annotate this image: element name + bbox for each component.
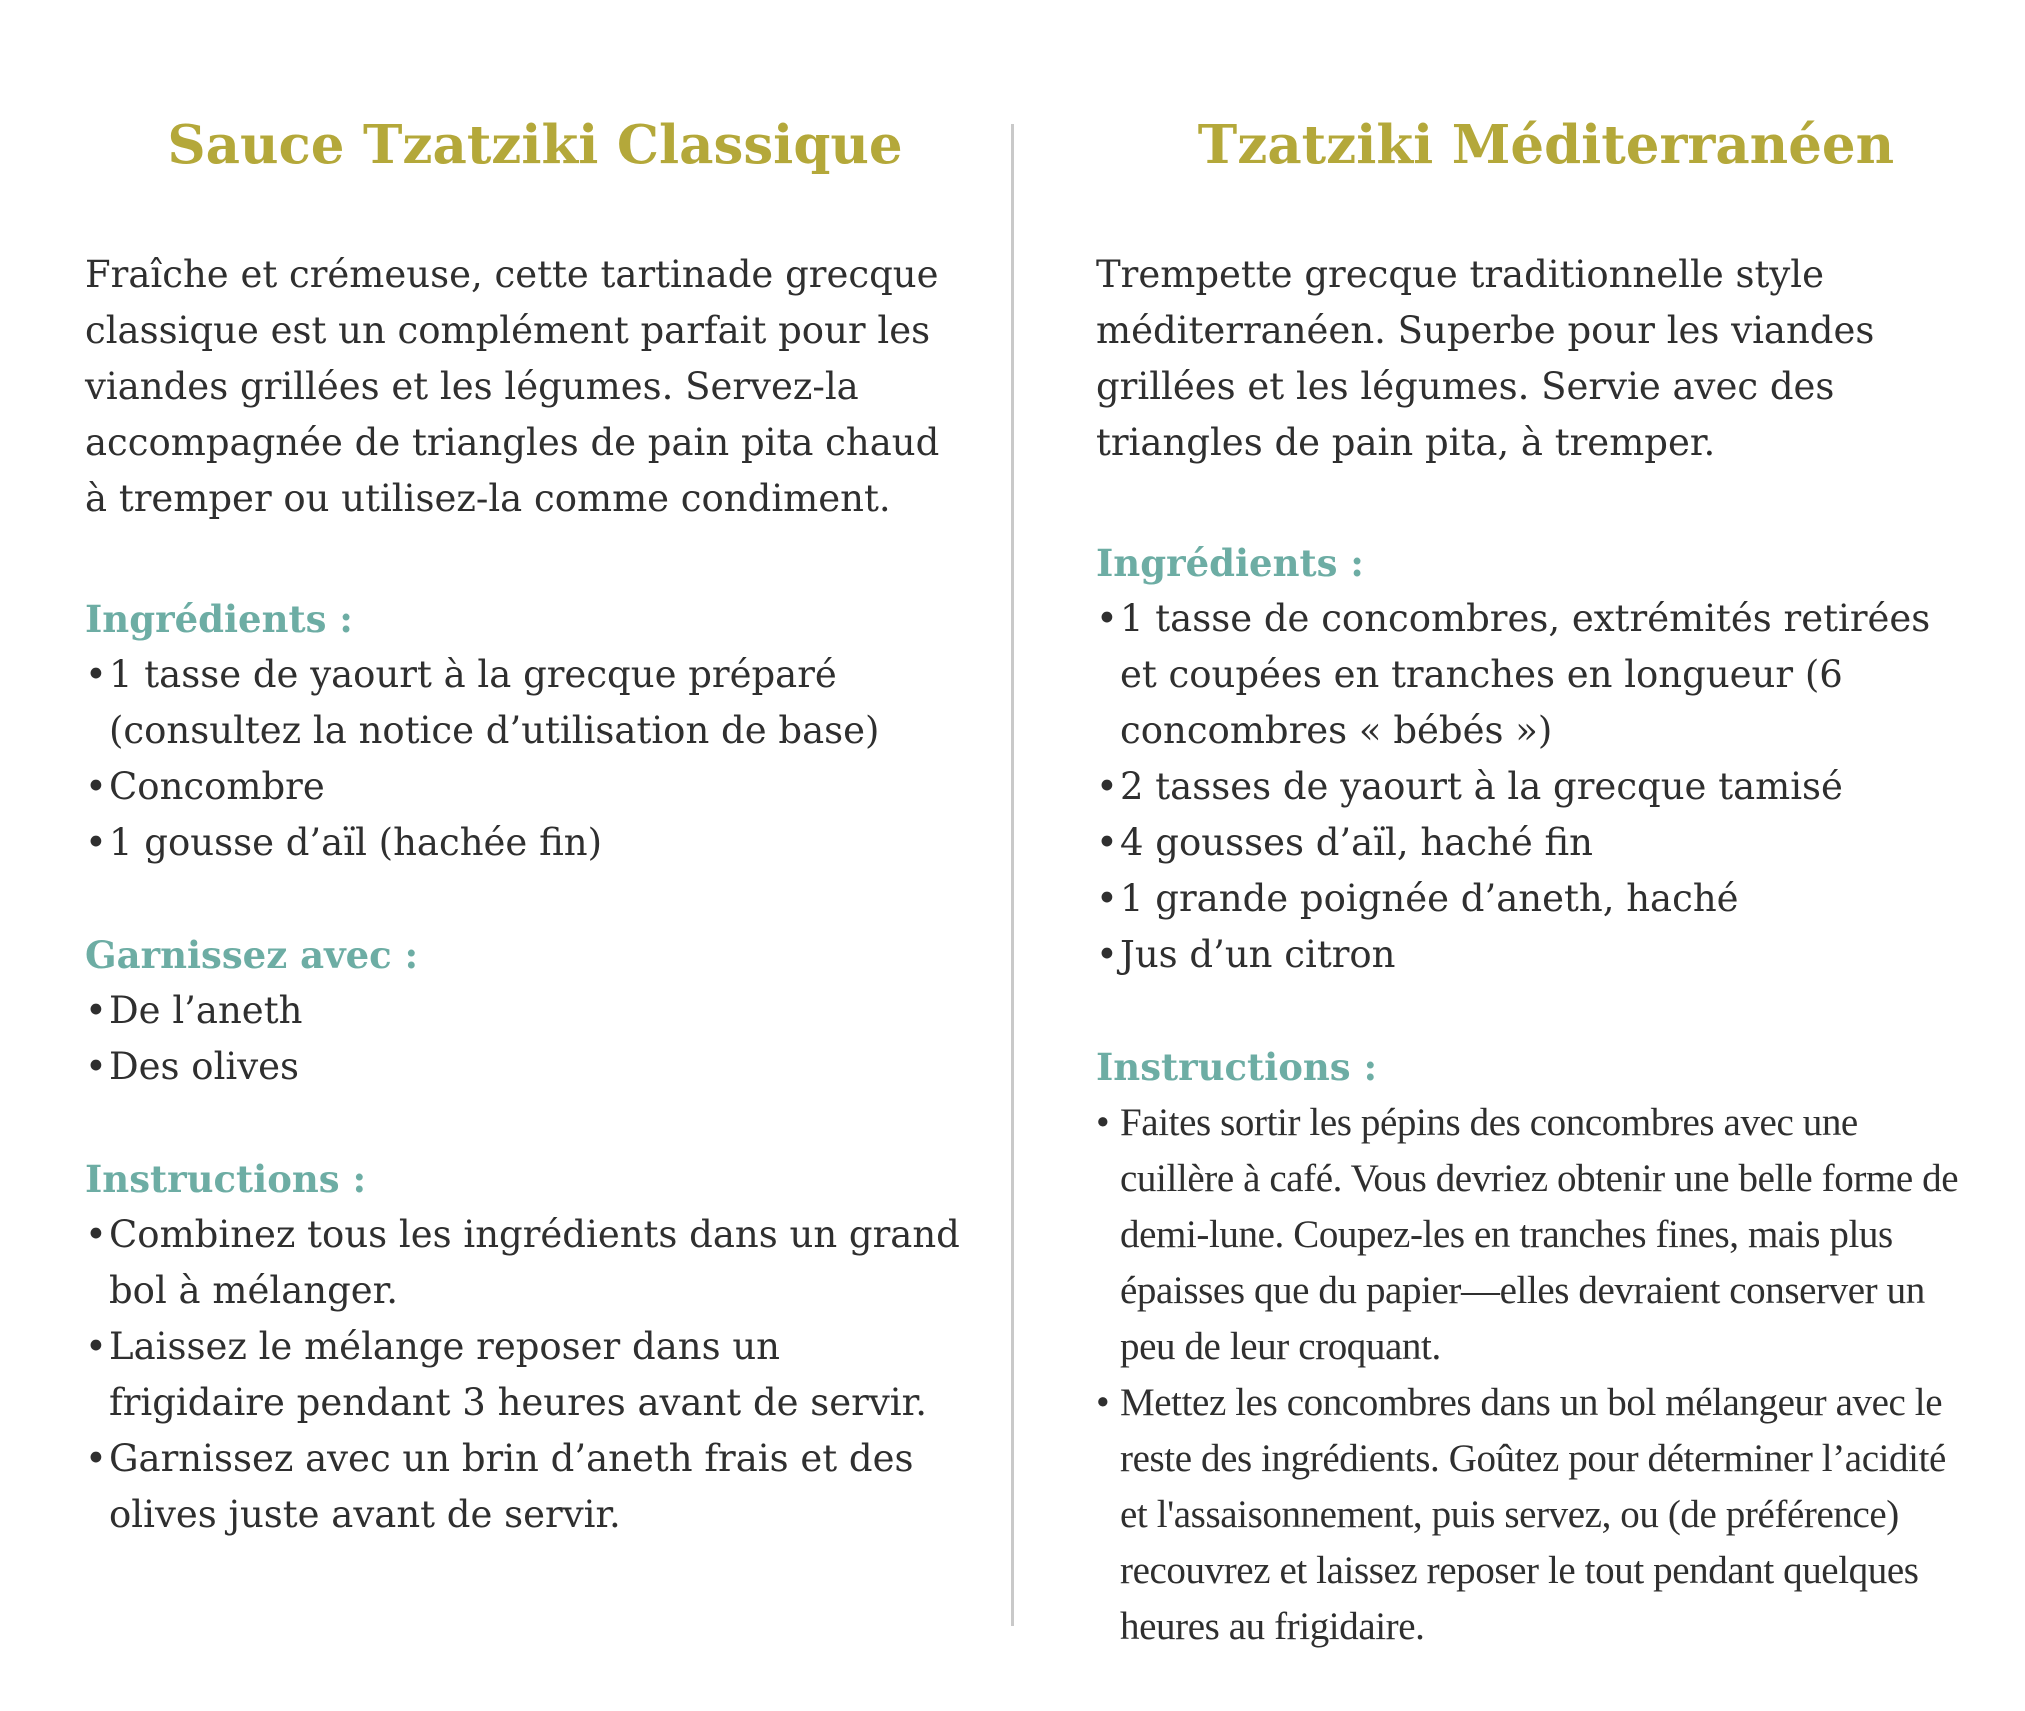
list-item: • De l’aneth xyxy=(85,983,965,1039)
list-item: • 2 tasses de yaourt à la grecque tamisé xyxy=(1096,759,1976,815)
instructions-heading: Instructions : xyxy=(85,1157,367,1201)
instructions-list xyxy=(85,1207,965,1543)
list-item: • Garnissez avec un brin d’aneth frais et des olives juste avant de servir. xyxy=(85,1431,965,1543)
list-item: • Des olives xyxy=(85,1039,965,1095)
ingredients-heading: Ingrédients : xyxy=(1096,541,1364,585)
list-item: • 4 gousses d’aïl, haché fin xyxy=(1096,815,1976,871)
list-item: • 1 tasse de concombres, extrémités retirées et coupées en tranches en longueur (6 concombres « bébés ») xyxy=(1096,591,1976,759)
ingredients-list xyxy=(1096,591,1976,983)
list-item: • Mettez les concombres dans un bol mélangeur avec le reste des ingrédients. Goûtez pour déterminer l’acidité et l'assaisonnement, puis servez, ou (de préférence) recouvrez et laissez reposer le tout pendant quelques heures au frigidaire. xyxy=(1096,1375,1976,1655)
list-item: • 1 grande poignée d’aneth, haché xyxy=(1096,871,1976,927)
garnish-heading: Garnissez avec : xyxy=(85,933,419,977)
list-item: • 1 gousse d’aïl (hachée fin) xyxy=(85,815,965,871)
list-item: • 1 tasse de yaourt à la grecque préparé (consultez la notice d’utilisation de base) xyxy=(85,647,965,759)
recipe-title: Sauce Tzatziki Classique xyxy=(167,114,903,176)
list-item: • Laissez le mélange reposer dans un frigidaire pendant 3 heures avant de servir. xyxy=(85,1319,965,1431)
mediterranean-tzatziki-column xyxy=(1096,100,1976,1711)
classic-tzatziki-column xyxy=(85,100,965,1599)
garnish-list xyxy=(85,983,965,1095)
ingredients-list xyxy=(85,647,965,871)
instructions-list xyxy=(1096,1095,1976,1655)
recipe-intro: Trempette grecque traditionnelle style méditerranéen. Superbe pour les viandes grillées et les légumes. Servie avec des triangles de pain pita, à tremper. xyxy=(1096,253,1875,464)
list-item: • Combinez tous les ingrédients dans un grand bol à mélanger. xyxy=(85,1207,965,1319)
list-item: • Faites sortir les pépins des concombres avec une cuillère à café. Vous devriez obtenir une belle forme de demi-lune. Coupez-les en tranches fines, mais plus épaisses que du papier—elles devraient conserver un peu de leur croquant. xyxy=(1096,1095,1976,1375)
recipe-title: Tzatziki Méditerranéen xyxy=(1197,114,1895,176)
instructions-heading: Instructions : xyxy=(1096,1045,1378,1089)
list-item: • Jus d’un citron xyxy=(1096,927,1976,983)
list-item: • Concombre xyxy=(85,759,965,815)
column-divider xyxy=(1011,124,1014,1626)
ingredients-heading: Ingrédients : xyxy=(85,597,353,641)
recipe-intro: Fraîche et crémeuse, cette tartinade grecque classique est un complément parfait pour les viandes grillées et les légumes. Servez-la accompagnée de triangles de pain pita chaud à tremper ou utilisez-la comme condiment. xyxy=(85,253,940,520)
